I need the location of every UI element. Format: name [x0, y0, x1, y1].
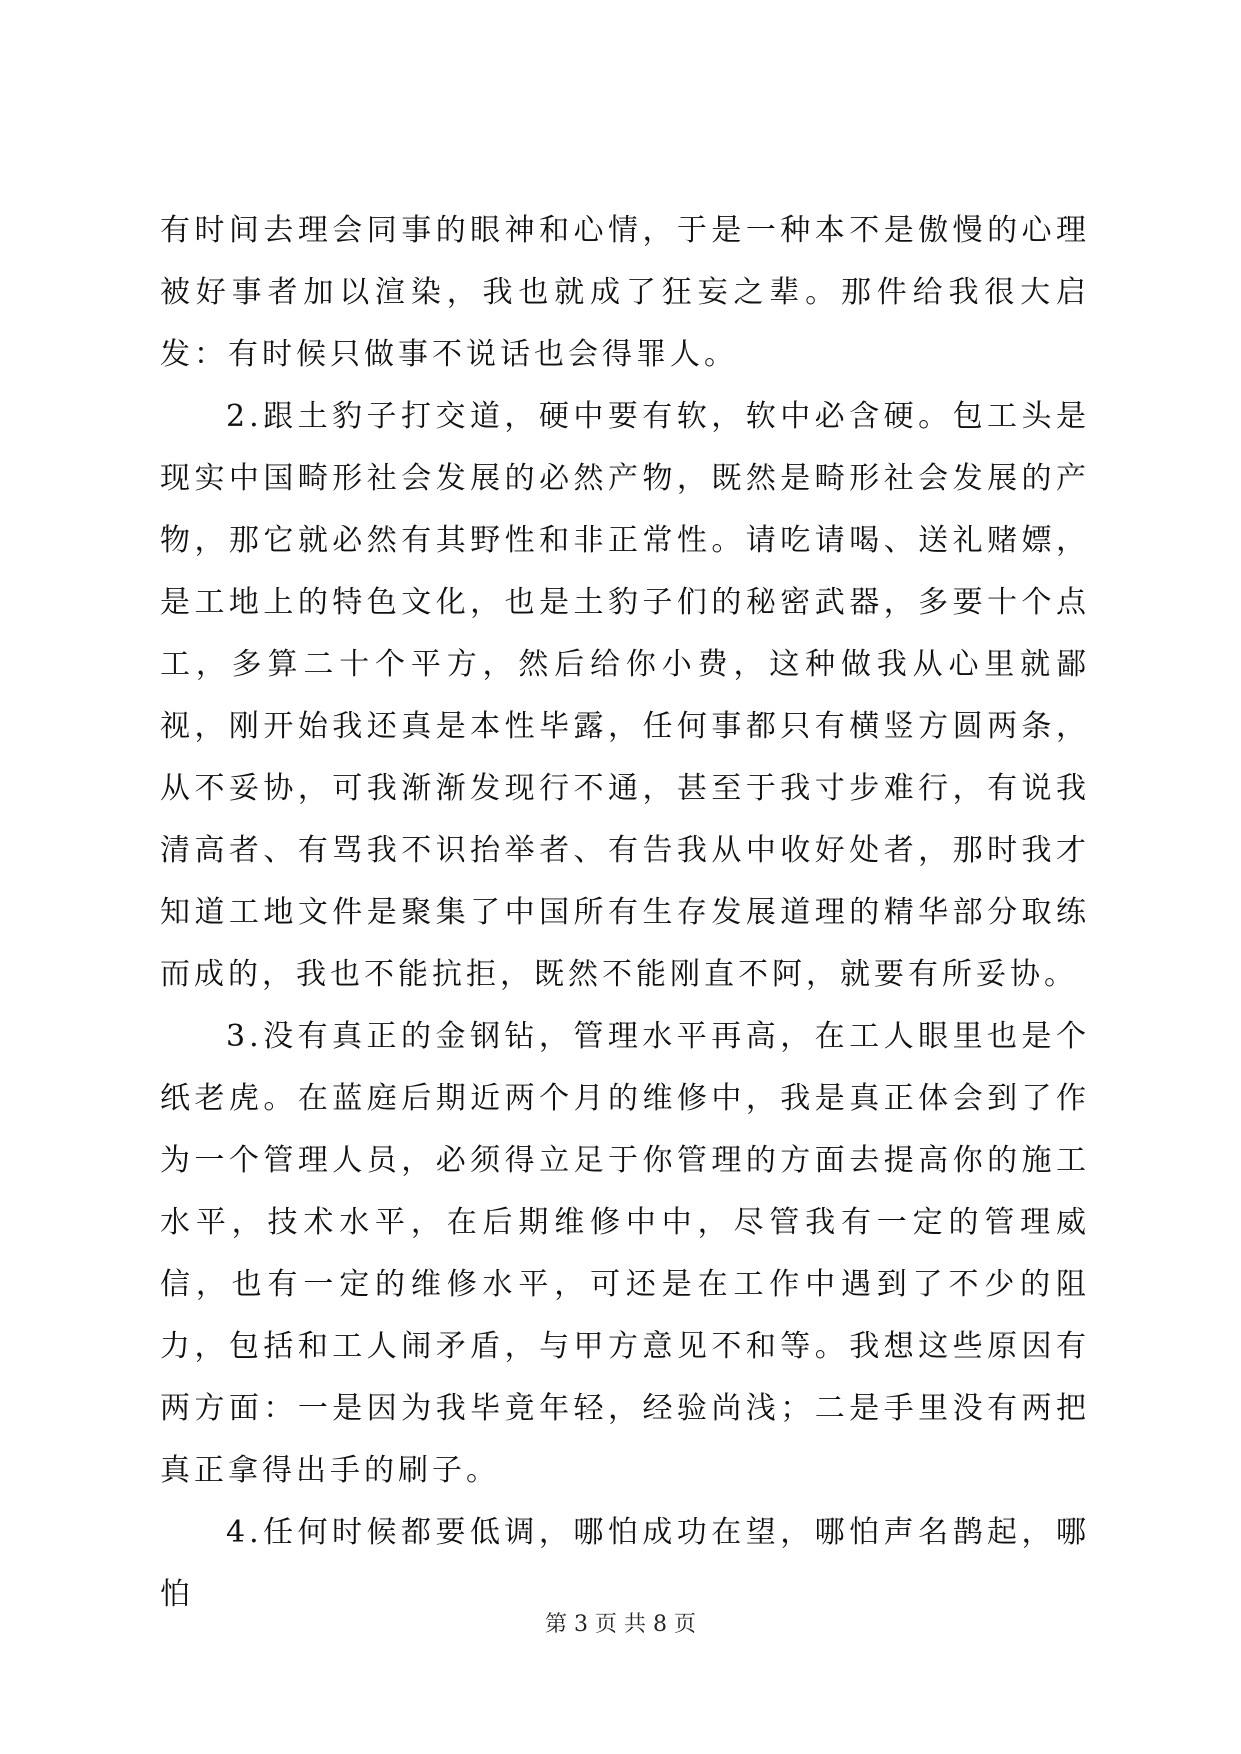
body-text	[160, 200, 1090, 1626]
paragraph-4: 4.任何时候都要低调，哪怕成功在望，哪怕声名鹊起，哪怕	[160, 1515, 1090, 1612]
paragraph-2: 2.跟土豹子打交道，硬中要有软，软中必含硬。包工头是现实中国畸形社会发展的必然产物，既然是畸形社会发展的产物，那它就必然有其野性和非正常性。请吃请喝、送礼赌嫖，是工地上的特色文化，也是土豹子们的秘密武器，多要十个点工，多算二十个平方，然后给你小费，这种做我从心里就鄙视，刚开始我还真是本性毕露，任何事都只有横竖方圆两条，从不妥协，可我渐渐发现行不通，甚至于我寸步难行，有说我清高者、有骂我不识抬举者、有告我从中收好处者，那时我才知道工地文件是聚集了中国所有生存发展道理的精华部分取练而成的，我也不能抗拒，既然不能刚直不阿，就要有所妥协。	[160, 399, 1090, 992]
paragraph-continuation: 有时间去理会同事的眼神和心情，于是一种本不是傲慢的心理被好事者加以渲染，我也就成了狂妄之辈。那件给我很大启发：有时候只做事不说话也会得罪人。	[160, 213, 1090, 372]
paragraph-3: 3.没有真正的金钢钻，管理水平再高，在工人眼里也是个纸老虎。在蓝庭后期近两个月的维修中，我是真正体会到了作为一个管理人员，必须得立足于你管理的方面去提高你的施工水平，技术水平，在后期维修中中，尽管我有一定的管理威信，也有一定的维修水平，可还是在工作中遇到了不少的阻力，包括和工人闹矛盾，与甲方意见不和等。我想这些原因有两方面：一是因为我毕竟年轻，经验尚浅；二是手里没有两把真正拿得出手的刷子。	[160, 1019, 1090, 1488]
page-number-footer: 第 3 页 共 8 页	[545, 1612, 696, 1637]
